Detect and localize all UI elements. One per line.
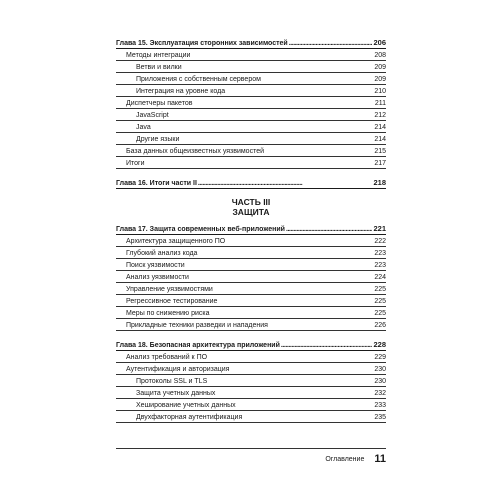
toc-entry[interactable] — [116, 61, 386, 73]
toc-entry-page: 209 — [374, 64, 386, 71]
toc-entry-title: Другие языки — [136, 136, 180, 143]
part-heading — [116, 197, 386, 217]
toc-entry-page: 210 — [374, 88, 386, 95]
page-number: 11 — [374, 453, 386, 465]
toc-entry-title: Диспетчеры пакетов — [126, 100, 193, 107]
toc-entry-page: 215 — [374, 148, 386, 155]
toc-entry-page: 221 — [373, 224, 386, 233]
toc-entry[interactable] — [116, 145, 386, 157]
toc-entry-title: Анализ уязвимости — [126, 274, 189, 281]
toc-entry-page: 223 — [374, 262, 386, 269]
toc-entry[interactable] — [116, 295, 386, 307]
part-number: ЧАСТЬ III — [231, 197, 271, 207]
toc-entry-page: 225 — [374, 298, 386, 305]
toc-entry-title: Анализ требований к ПО — [126, 354, 208, 361]
toc-entry-title: Протоколы SSL и TLS — [136, 378, 208, 385]
toc-entry-page: 229 — [374, 354, 386, 361]
toc-entry-title: Глава 17. Защита современных веб-приложений — [116, 226, 285, 233]
toc-entry[interactable] — [116, 351, 386, 363]
toc-entry[interactable] — [116, 49, 386, 61]
toc-spacer — [116, 331, 386, 339]
toc-entry-title: JavaScript — [136, 112, 169, 119]
toc-entry[interactable] — [116, 85, 386, 97]
toc-entry[interactable] — [116, 399, 386, 411]
toc-entry-page: 230 — [374, 366, 386, 373]
toc-spacer — [116, 169, 386, 177]
toc-entry-title: Прикладные техники разведки и нападения — [126, 322, 268, 329]
toc-entry[interactable] — [116, 73, 386, 85]
toc-entry-page: 235 — [374, 414, 386, 421]
toc-entry[interactable] — [116, 363, 386, 375]
toc-entry[interactable] — [116, 235, 386, 247]
toc-entry-page: 212 — [374, 112, 386, 119]
toc-entry-page: 214 — [374, 136, 386, 143]
toc-entry[interactable] — [116, 387, 386, 399]
toc-entry-page: 225 — [374, 310, 386, 317]
toc-entry-title: Методы интеграции — [126, 52, 191, 59]
toc-entry-title: Защита учетных данных — [136, 390, 216, 397]
toc-entry-page: 225 — [374, 286, 386, 293]
toc-chapter-entry[interactable] — [116, 339, 386, 351]
toc-entry-title: Ветви и вилки — [136, 64, 182, 71]
toc-entry[interactable] — [116, 259, 386, 271]
page-footer — [116, 448, 386, 465]
toc-entry-title: Регрессивное тестирование — [126, 298, 218, 305]
toc-entry[interactable] — [116, 271, 386, 283]
toc-chapter-entry[interactable] — [116, 177, 386, 189]
toc-chapter-entry[interactable] — [116, 223, 386, 235]
toc-entry-title: Двухфакторная аутентификация — [136, 414, 243, 421]
toc-entry-title: Глава 18. Безопасная архитектура приложений — [116, 342, 280, 349]
toc-entry-page: 217 — [374, 160, 386, 167]
toc-entry-page: 222 — [374, 238, 386, 245]
toc-section-bottom — [116, 223, 386, 423]
toc-leader-dots — [289, 40, 373, 47]
toc-leader-dots — [281, 342, 373, 349]
toc-leader-dots — [198, 180, 373, 187]
toc-entry[interactable] — [116, 121, 386, 133]
toc-entry[interactable] — [116, 283, 386, 295]
toc-entry-title: Java — [136, 124, 151, 131]
toc-entry-title: Хеширование учетных данных — [136, 402, 236, 409]
toc-entry-page: 211 — [374, 100, 386, 107]
toc-entry-title: Глубокий анализ кода — [126, 250, 198, 257]
toc-entry-page: 226 — [374, 322, 386, 329]
toc-chapter-entry[interactable] — [116, 37, 386, 49]
toc-entry-title: Архитектура защищенного ПО — [126, 238, 226, 245]
toc-entry[interactable] — [116, 319, 386, 331]
toc-section-top — [116, 37, 386, 189]
toc-entry[interactable] — [116, 157, 386, 169]
toc-entry[interactable] — [116, 375, 386, 387]
toc-entry-page: 228 — [373, 340, 386, 349]
toc-entry-title: Приложения с собственным сервером — [136, 76, 261, 83]
toc-entry-title: Управление уязвимостями — [126, 286, 213, 293]
toc-entry-title: Аутентификация и авторизация — [126, 366, 230, 373]
toc-entry-page: 224 — [374, 274, 386, 281]
toc-entry-title: Глава 15. Эксплуатация сторонних зависимостей — [116, 40, 288, 47]
table-of-contents — [116, 37, 386, 423]
toc-leader-dots — [286, 226, 373, 233]
toc-entry-title: Меры по снижению риска — [126, 310, 210, 317]
toc-entry-page: 206 — [373, 38, 386, 47]
toc-entry[interactable] — [116, 109, 386, 121]
toc-entry-page: 208 — [374, 52, 386, 59]
toc-entry-page: 232 — [374, 390, 386, 397]
toc-entry-page: 230 — [374, 378, 386, 385]
toc-entry-page: 218 — [373, 178, 386, 187]
toc-entry[interactable] — [116, 97, 386, 109]
toc-entry[interactable] — [116, 411, 386, 423]
footer-section-title: Оглавление — [325, 455, 365, 463]
toc-entry-page: 214 — [374, 124, 386, 131]
part-title: ЗАЩИТА — [232, 207, 270, 217]
toc-entry-page: 209 — [374, 76, 386, 83]
toc-entry[interactable] — [116, 133, 386, 145]
toc-entry-title: Итоги — [126, 160, 145, 167]
toc-entry-title: Интеграция на уровне кода — [136, 88, 226, 95]
toc-entry-page: 233 — [374, 402, 386, 409]
toc-entry-page: 223 — [374, 250, 386, 257]
toc-entry-title: Поиск уязвимости — [126, 262, 185, 269]
toc-entry[interactable] — [116, 247, 386, 259]
toc-entry-title: База данных общеизвестных уязвимостей — [126, 148, 265, 155]
toc-entry[interactable] — [116, 307, 386, 319]
toc-entry-title: Глава 16. Итоги части II — [116, 180, 197, 187]
